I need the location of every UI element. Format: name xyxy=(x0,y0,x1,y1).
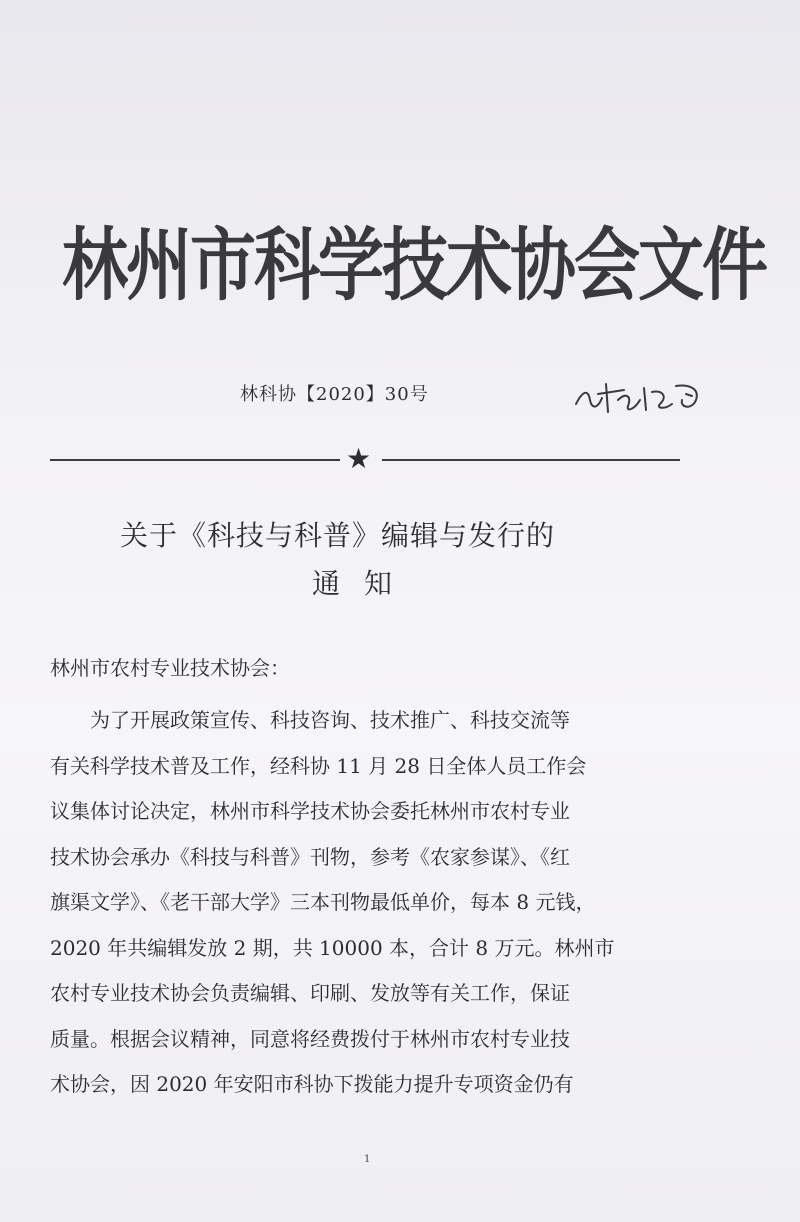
body-line: 议集体讨论决定，林州市科学技术协会委托林州市农村专业 xyxy=(50,799,570,823)
document-number: 林科协【2020】30号 xyxy=(240,384,429,405)
notice-subtitle: 通知 xyxy=(312,567,417,600)
body-line: 技术协会承办《科技与科普》刊物，参考《农家参谋》、《红 xyxy=(50,844,570,869)
star-icon: ★ xyxy=(346,442,372,475)
divider-line-right xyxy=(382,459,680,461)
body-line: 2020 年共编辑发放 2 期，共 10000 本，合计 8 万元。林州市 xyxy=(50,935,615,960)
body-line: 有关科学技术普及工作，经科协 11 月 28 日全体人员工作会 xyxy=(50,753,587,778)
body-line: 质量。根据会议精神，同意将经费拨付于林州市农村专业技 xyxy=(50,1026,570,1051)
masthead-title: 林州市科学技术协会文件 xyxy=(62,219,766,312)
salutation: 林州市农村专业技术协会： xyxy=(50,656,290,680)
body-paragraph xyxy=(50,698,700,1108)
body-line: 旗渠文学》、《老干部大学》三本刊物最低单价，每本 8 元钱， xyxy=(50,890,596,914)
body-line: 为了开展政策宣传、科技咨询、技术推广、科技交流等 xyxy=(90,708,570,732)
page-number: 1 xyxy=(364,1154,371,1165)
header-divider xyxy=(50,442,680,475)
body-line: 农村专业技术协会负责编辑、印刷、发放等有关工作，保证 xyxy=(50,981,570,1005)
notice-title: 关于《科技与科普》编辑与发行的 xyxy=(120,519,556,552)
body-line: 术协会，因 2020 年安阳市科协下拨能力提升专项资金仍有 xyxy=(50,1072,574,1096)
divider-line-left xyxy=(50,459,340,461)
handwritten-signature xyxy=(568,370,718,420)
